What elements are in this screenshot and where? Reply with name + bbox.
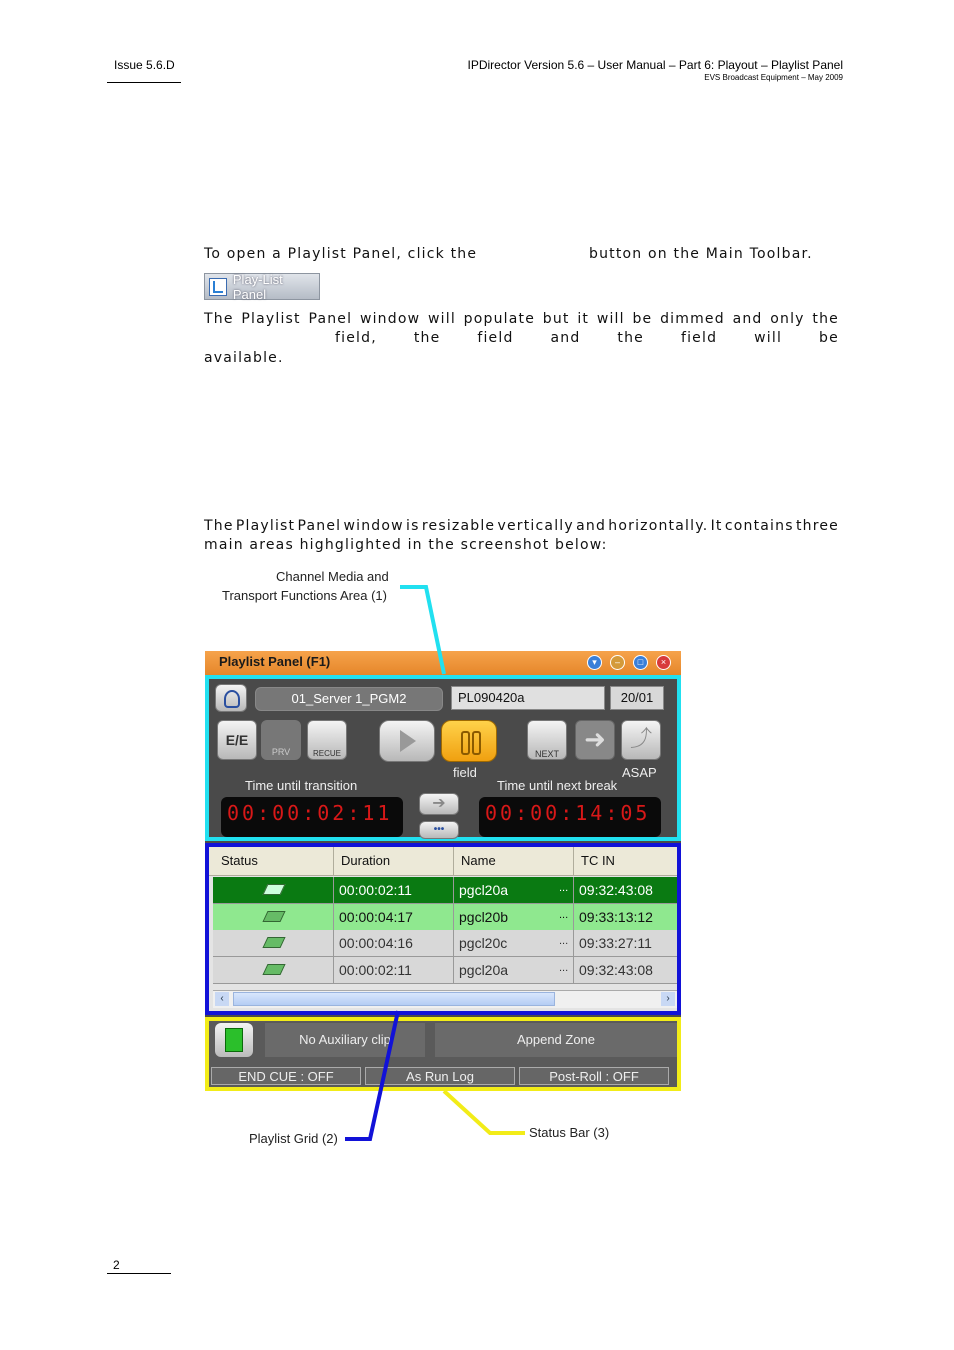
- word: is: [406, 518, 420, 534]
- playlist-counter: 20/01: [610, 686, 664, 710]
- callout-area1-line2: Transport Functions Area (1): [222, 588, 387, 603]
- cell-ellipsis[interactable]: ...: [559, 935, 569, 947]
- cell-name: pgcl20a: [459, 961, 509, 978]
- scroll-left-icon[interactable]: ‹: [215, 992, 229, 1006]
- word: three: [795, 518, 839, 534]
- word: field: [477, 330, 514, 346]
- recue-button[interactable]: RECUE: [307, 720, 347, 760]
- prv-button[interactable]: PRV: [261, 720, 301, 760]
- cell-ellipsis[interactable]: ...: [559, 961, 569, 974]
- word: Panel: [308, 311, 353, 327]
- cell-duration: 00:00:04:16: [339, 935, 413, 951]
- cell-tcin: 09:33:27:11: [579, 935, 652, 951]
- word: but: [542, 311, 570, 327]
- word: resizable: [421, 518, 496, 534]
- append-zone[interactable]: Append Zone: [435, 1023, 677, 1057]
- cell-tcin: 09:32:43:08: [579, 882, 653, 898]
- para-open-b: button on the Main Toolbar.: [589, 246, 813, 262]
- minimize-icon[interactable]: –: [610, 655, 625, 670]
- word: and: [732, 311, 763, 327]
- cell-tcin: 09:33:13:12: [579, 908, 653, 925]
- word: vertically: [497, 518, 574, 534]
- issue-label: Issue 5.6.D: [114, 58, 175, 72]
- word: only: [770, 311, 805, 327]
- cell-duration: 00:00:04:17: [339, 908, 413, 925]
- cell-name: pgcl20c: [459, 935, 508, 951]
- as-run-log-status[interactable]: As Run Log: [365, 1067, 515, 1085]
- header-tcin[interactable]: TC IN: [581, 853, 615, 868]
- word: and: [576, 518, 607, 534]
- post-roll-status[interactable]: Post-Roll : OFF: [519, 1067, 669, 1085]
- asap-icon[interactable]: ⤴: [621, 720, 661, 760]
- time-break-timer: 00:00:14:05: [479, 797, 661, 837]
- para-resizable-line2: main areas highglighted in the screenshot below:: [204, 537, 608, 553]
- playlist-name-field[interactable]: PL090420a: [451, 686, 605, 710]
- arrow-right-icon[interactable]: ➔: [419, 793, 459, 815]
- time-break-label: Time until next break: [497, 778, 618, 793]
- word: field,: [335, 330, 377, 346]
- cell-duration: 00:00:02:11: [339, 961, 412, 978]
- callout-line-area2: [345, 1011, 398, 1139]
- word: window: [359, 311, 421, 327]
- footer-rule: [107, 1273, 171, 1274]
- callout-line-area1: [400, 587, 444, 674]
- aux-clip-field[interactable]: No Auxiliary clip: [265, 1023, 425, 1057]
- word: Playlist: [235, 518, 296, 534]
- word: be: [819, 330, 839, 346]
- word: the: [617, 330, 644, 346]
- word: the: [812, 311, 839, 327]
- doc-title: IPDirector Version 5.6 – User Manual – Part 6: Playout – Playlist Panel: [467, 58, 843, 72]
- scroll-right-icon[interactable]: ›: [661, 992, 675, 1006]
- cell-name: pgcl20b: [459, 908, 509, 925]
- word: The: [204, 518, 234, 534]
- header-duration[interactable]: Duration: [341, 853, 391, 868]
- toolbar-button-label: Play-List Panel: [232, 271, 283, 302]
- callout-area3: Status Bar (3): [529, 1125, 610, 1140]
- close-icon[interactable]: ×: [656, 655, 671, 670]
- field-label: field: [453, 765, 477, 780]
- ee-button[interactable]: E/E: [217, 720, 257, 760]
- cell-ellipsis[interactable]: ...: [559, 908, 569, 921]
- para-dimmed-line3: available.: [204, 350, 284, 366]
- cell-tcin: 09:32:43:08: [579, 961, 653, 978]
- asap-label: ASAP: [622, 765, 657, 780]
- doc-subtitle: EVS Broadcast Equipment – May 2009: [704, 73, 843, 82]
- cell-duration: 00:00:02:11: [339, 882, 412, 898]
- word: be: [632, 311, 653, 327]
- word: field: [680, 330, 718, 346]
- word: dimmed: [660, 311, 725, 327]
- callout-area1-line1: Channel Media and: [276, 569, 389, 584]
- word: it: [577, 311, 590, 327]
- word: horizontally.: [608, 518, 709, 534]
- word: It: [710, 518, 723, 534]
- header-status[interactable]: Status: [221, 853, 258, 868]
- para-open-a: To open a Playlist Panel, click the: [204, 246, 478, 262]
- page-number: 2: [113, 1258, 120, 1272]
- word: Playlist: [241, 311, 301, 327]
- word: the: [413, 330, 441, 346]
- word: will: [427, 311, 456, 327]
- word: populate: [463, 311, 536, 327]
- time-transition-timer: 00:00:02:11: [221, 797, 403, 837]
- word: The: [204, 311, 234, 327]
- callout-line-area3: [444, 1091, 525, 1133]
- help-icon[interactable]: ▾: [587, 655, 602, 670]
- cell-name: pgcl20a: [459, 882, 509, 898]
- callout-area2: Playlist Grid (2): [249, 1131, 338, 1146]
- end-cue-status[interactable]: END CUE : OFF: [211, 1067, 361, 1085]
- cell-ellipsis[interactable]: ...: [559, 882, 569, 894]
- word: will: [596, 311, 625, 327]
- take-next-icon[interactable]: ➜: [575, 720, 615, 760]
- word: contains: [724, 518, 794, 534]
- maximize-icon[interactable]: □: [633, 655, 648, 670]
- more-icon[interactable]: •••: [419, 821, 459, 839]
- next-button[interactable]: NEXT: [527, 720, 567, 760]
- panel-title: Playlist Panel (F1): [219, 654, 331, 669]
- word: and: [550, 330, 581, 346]
- time-transition-label: Time until transition: [245, 778, 358, 793]
- word: window: [343, 518, 404, 534]
- word: Panel: [297, 518, 342, 534]
- channel-field[interactable]: 01_Server 1_PGM2: [255, 687, 443, 711]
- word: will: [754, 330, 783, 346]
- header-name[interactable]: Name: [461, 853, 496, 868]
